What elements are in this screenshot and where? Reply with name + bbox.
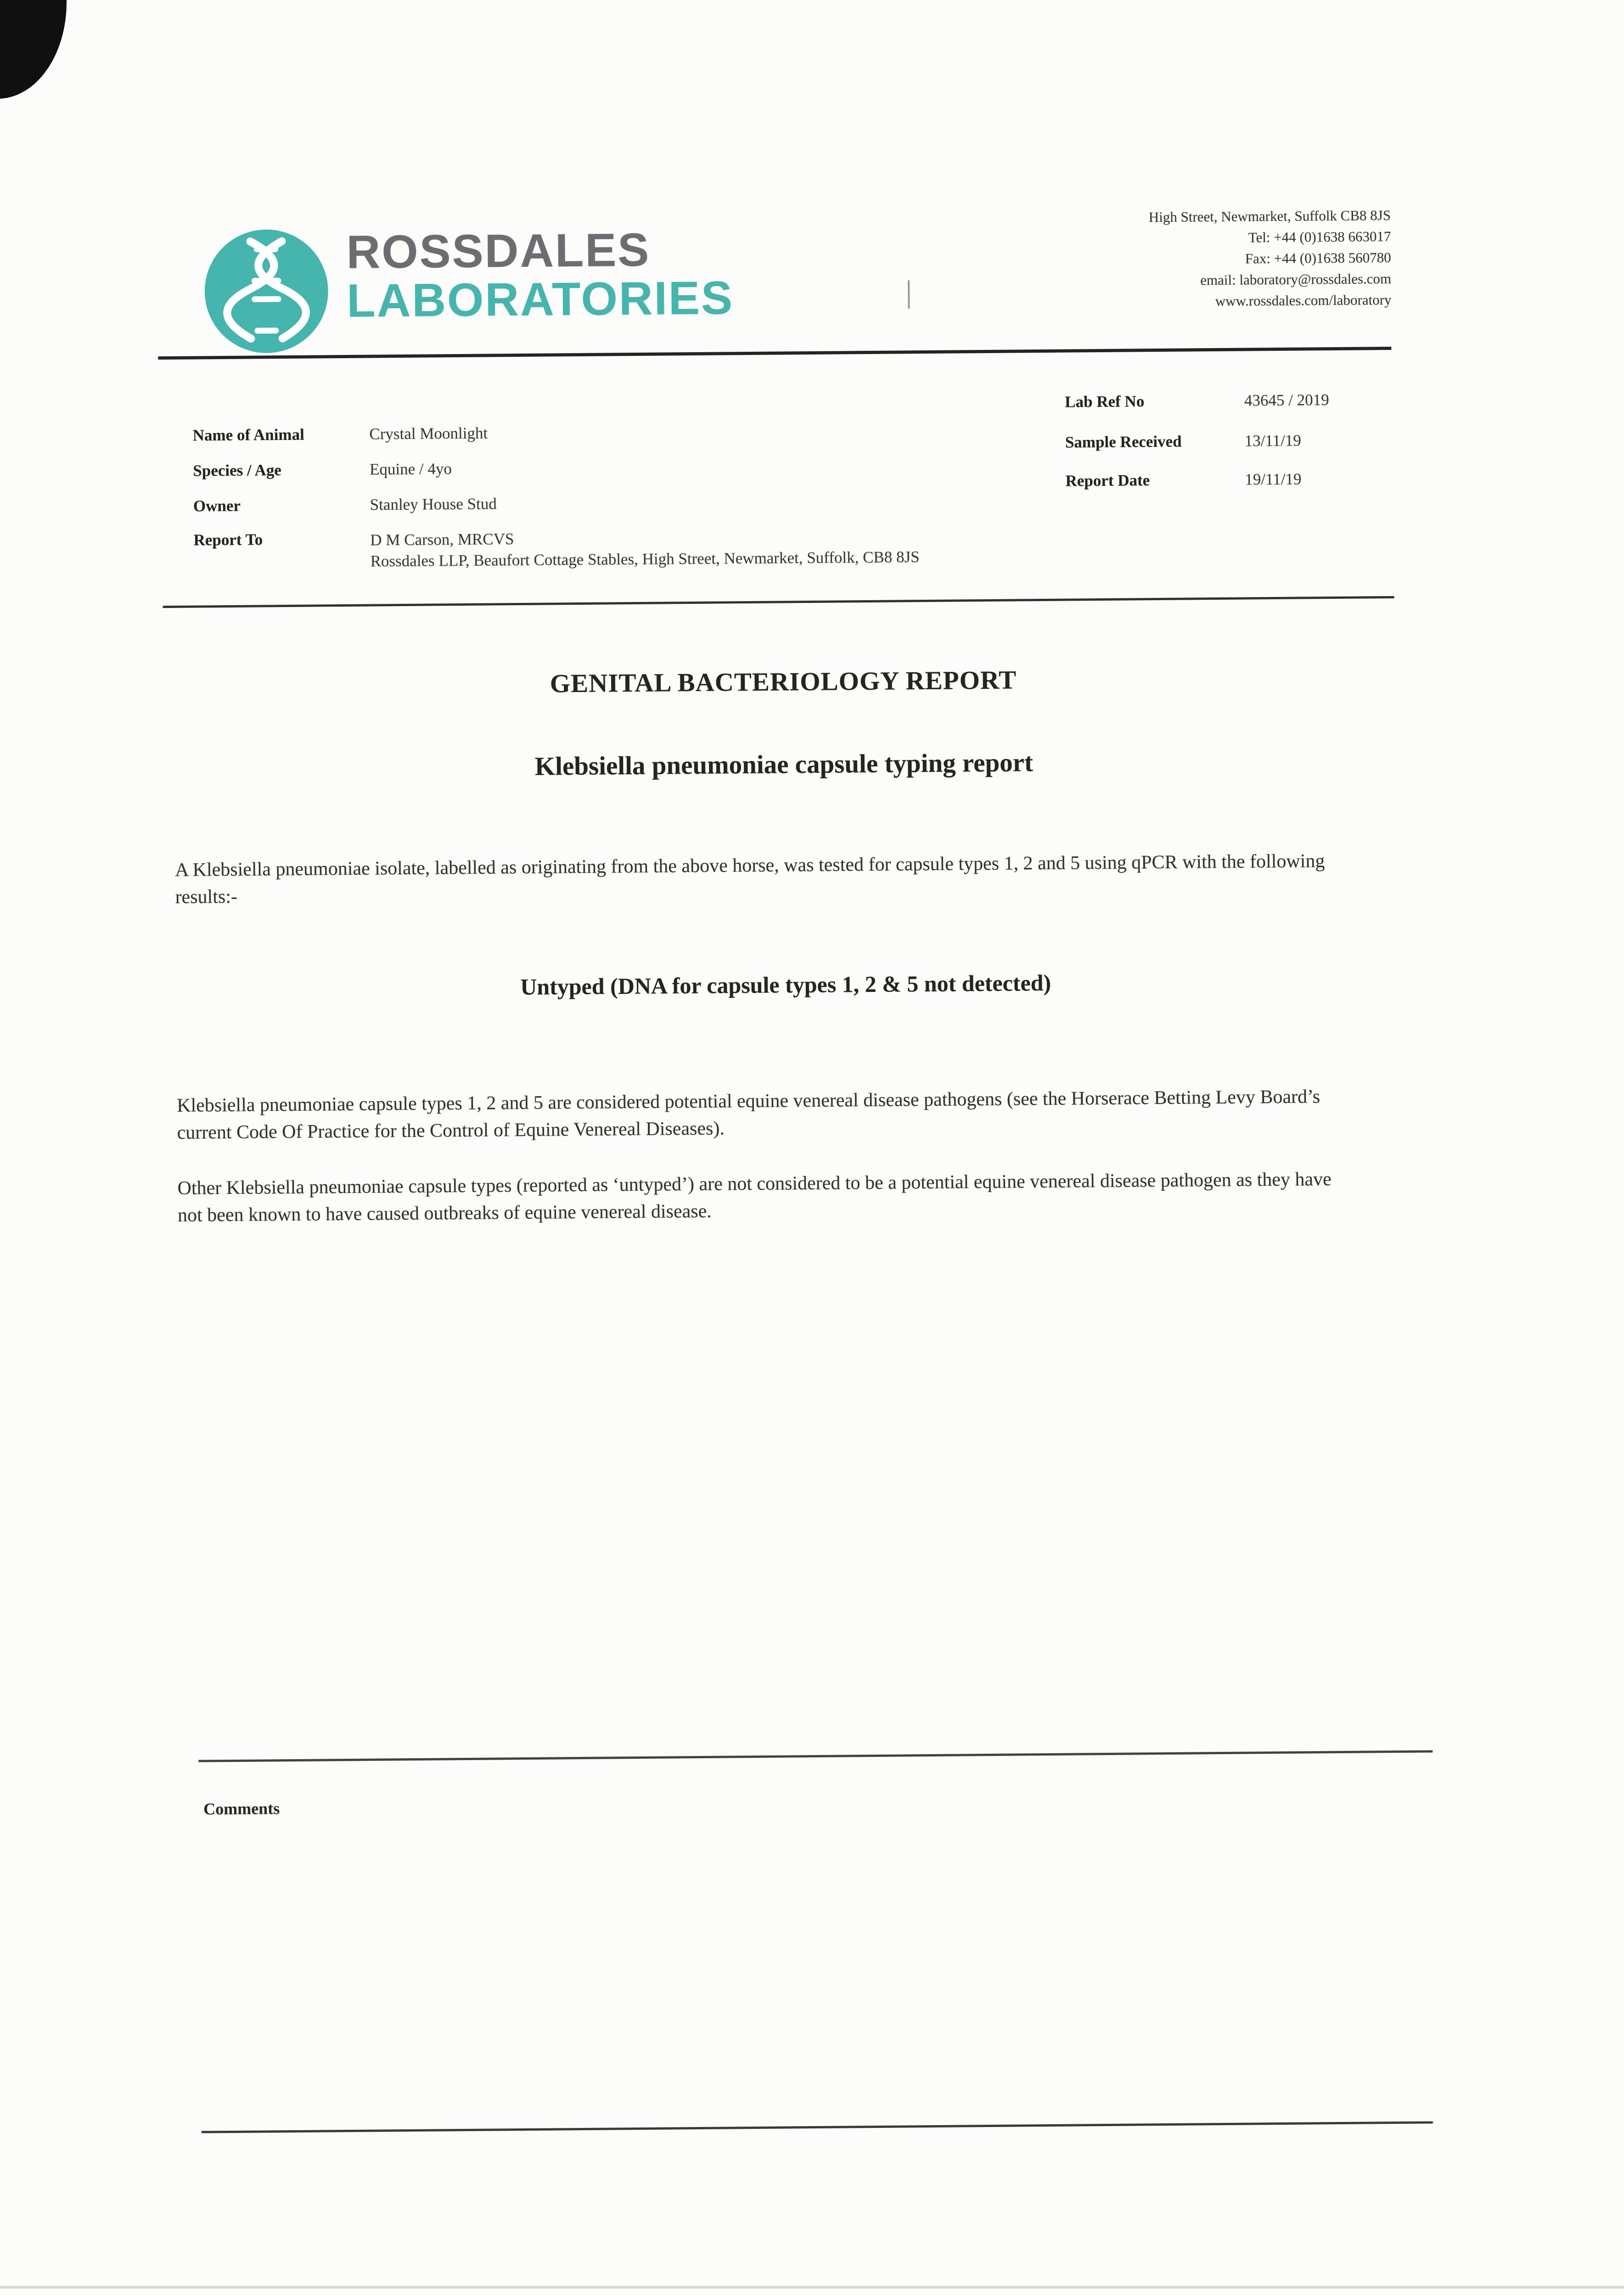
untyped-info-paragraph: Other Klebsiella pneumoniae capsule types (reported as ‘untyped’) are not considered to be a potential equine venereal disease pathogen as they have not been known to have caused outbreaks of equine venereal disease. [177, 1169, 1332, 1226]
meta-value: 13/11/19 [1244, 431, 1301, 450]
contact-email: email: laboratory@rossdales.com [1200, 270, 1392, 288]
contact-address: High Street, Newmarket, Suffolk CB8 8JS [1148, 207, 1391, 225]
detail-value: Crystal Moonlight [369, 424, 488, 443]
detail-row-species-age [193, 460, 452, 480]
contact-details [1149, 205, 1392, 312]
meta-label: Report Date [1065, 471, 1150, 490]
meta-label: Sample Received [1065, 432, 1182, 451]
divider-comments-bottom [202, 2121, 1433, 2133]
pathogen-info-paragraph: Klebsiella pneumoniae capsule types 1, 2 and 5 are considered potential equine venereal disease pathogens (see the Horserace Betting Levy Board’s current Code Of Practice for the Control of Equine Venereal Diseases). [176, 1086, 1321, 1143]
lab-meta-block [1065, 389, 1570, 490]
contact-website: www.rossdales.com/laboratory [1215, 292, 1392, 310]
divider-details [163, 596, 1394, 608]
detail-value [370, 525, 920, 572]
intro-paragraph: A Klebsiella pneumoniae isolate, labelled as originating from the above horse, was tested for capsule types 1, 2 and 5 using qPCR with the following results:- [174, 850, 1325, 908]
logo-text-rossdales: ROSSDALES [346, 223, 651, 278]
dna-helix-icon [200, 225, 332, 357]
detail-value: Equine / 4yo [369, 460, 452, 478]
meta-value: 19/11/19 [1245, 470, 1302, 489]
detail-label: Report To [193, 530, 263, 549]
logo-text-laboratories: LABORATORIES [346, 271, 734, 327]
scan-artifact-tick [908, 280, 910, 309]
report-subtitle: Klebsiella pneumoniae capsule typing report [534, 748, 1034, 781]
meta-row-report-date [1065, 470, 1301, 490]
divider-comments-top [198, 1750, 1433, 1762]
report-title: GENITAL BACTERIOLOGY REPORT [550, 665, 1017, 698]
detail-row-report-to [193, 525, 919, 573]
meta-value: 43645 / 2019 [1244, 391, 1329, 410]
divider-header [158, 347, 1391, 360]
detail-value: Stanley House Stud [370, 495, 497, 514]
detail-row-owner [193, 495, 497, 515]
detail-label: Name of Animal [192, 425, 304, 445]
report-to-name: D M Carson, MRCVS [370, 530, 514, 549]
meta-row-lab-ref [1065, 391, 1329, 411]
comments-label: Comments [203, 1799, 280, 1818]
contact-fax: Fax: +44 (0)1638 560780 [1245, 249, 1391, 267]
result-line: Untyped (DNA for capsule types 1, 2 & 5 not detected) [520, 969, 1051, 1000]
detail-row-name-of-animal [193, 424, 488, 445]
report-to-address: Rossdales LLP, Beaufort Cottage Stables, High Street, Newmarket, Suffolk, CB8 8JS [370, 548, 920, 570]
detail-label: Species / Age [193, 461, 281, 480]
contact-tel: Tel: +44 (0)1638 663017 [1248, 228, 1391, 246]
rossdales-logo-wordmark [346, 225, 734, 325]
meta-label: Lab Ref No [1065, 392, 1145, 411]
meta-row-sample-received [1065, 432, 1301, 452]
detail-label: Owner [193, 496, 241, 515]
